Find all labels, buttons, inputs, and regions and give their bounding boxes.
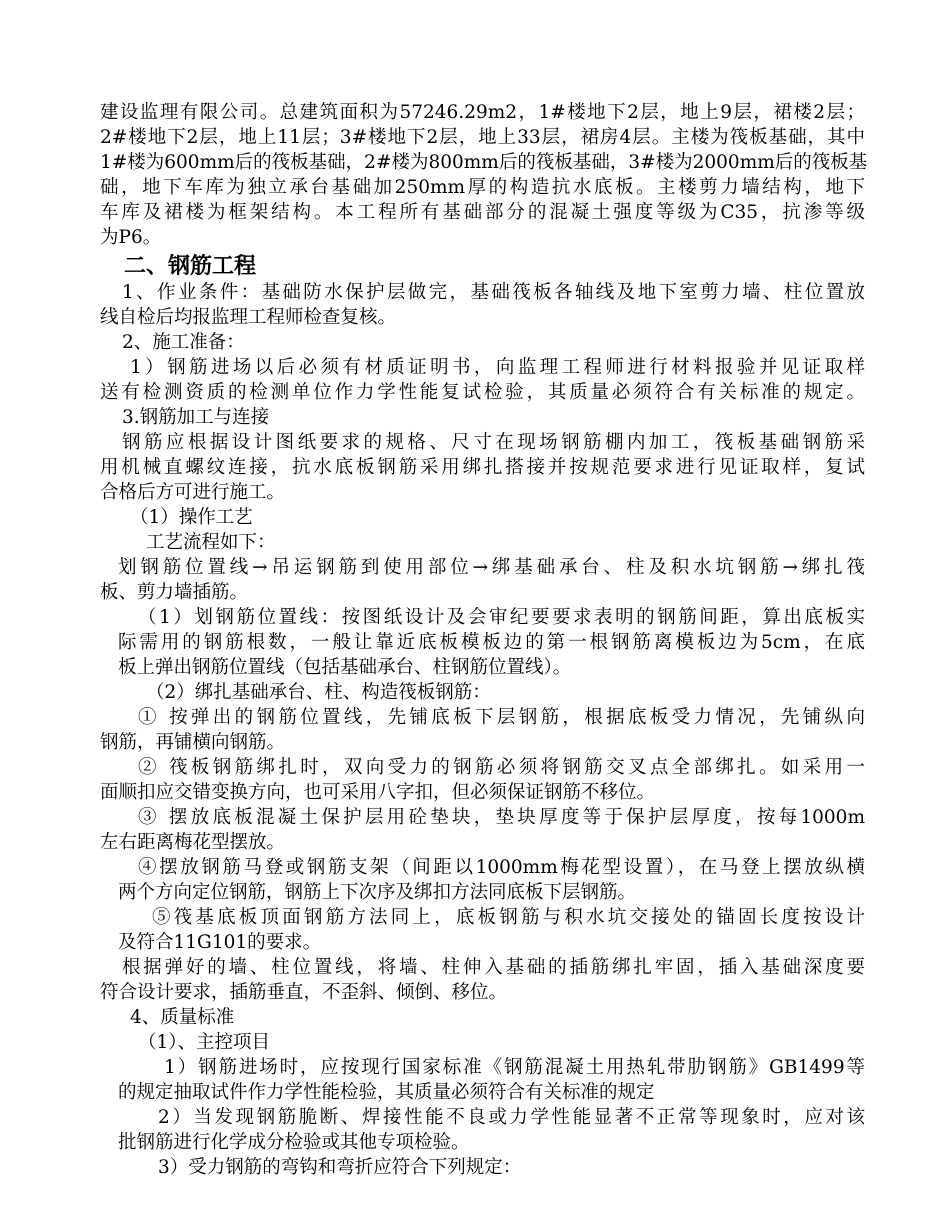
paragraph-line: 的规定抽取试件作力学性能检验，其质量必须符合有关标准的规定 [118,1082,655,1103]
paragraph-line: ① 按弹出的钢筋位置线，先铺底板下层钢筋，根据底板受力情况，先铺纵向 [138,707,865,728]
paragraph-line: （2）绑扎基础承台、柱、构造筏板钢筋： [146,682,491,703]
paragraph-line: 板、剪力墙插筋。 [100,582,249,603]
paragraph-line: 2）当发现钢筋脆断、焊接性能不良或力学性能显著不正常等现象时，应对该 [158,1107,865,1128]
paragraph-line: 钢筋应根据设计图纸要求的规格、尺寸在现场钢筋棚内加工，筏板基础钢筋采 [122,432,865,453]
paragraph-line: ⑤筏基底板顶面钢筋方法同上，底板钢筋与积水坑交接处的锚固长度按设计 [152,907,865,928]
paragraph-line: 1）钢筋进场以后必须有材质证明书，向监理工程师进行材料报验并见证取样 [130,357,865,378]
paragraph-line: 符合设计要求，插筋垂直，不歪斜、倾倒、移位。 [100,982,508,1003]
paragraph-line: 1、作业条件：基础防水保护层做完，基础筏板各轴线及地下室剪力墙、柱位置放 [122,282,865,303]
paragraph-line: 左右距离梅花型摆放。 [100,832,286,853]
paragraph-line: 面顺扣应交错变换方向，也可采用八字扣，但必须保证钢筋不移位。 [100,782,656,803]
paragraph-line: 线自检后均报监理工程师检查复核。 [100,307,397,328]
paragraph-line: 础，地下车库为独立承台基础加250mm厚的构造抗水底板。主楼剪力墙结构，地下 [100,177,865,198]
paragraph-line: 根据弹好的墙、柱位置线，将墙、柱伸入基础的插筋绑扎牢固，插入基础深度要 [122,957,865,978]
paragraph-line: ④摆放钢筋马登或钢筋支架（间距以1000mm梅花型设置），在马登上摆放纵横 [138,857,865,878]
paragraph-line: 3.钢筋加工与连接 [122,407,270,428]
paragraph-line: 车库及裙楼为框架结构。本工程所有基础部分的混凝土强度等级为C35，抗渗等级 [100,202,865,223]
paragraph-line: 板上弹出钢筋位置线（包括基础承台、柱钢筋位置线）。 [118,657,572,678]
paragraph-line: 建设监理有限公司。总建筑面积为57246.29m2，1#楼地下2层，地上9层，裙楼2层； [100,102,865,123]
paragraph-line: 批钢筋进行化学成分检验或其他专项检验。 [118,1132,470,1153]
paragraph-line: 用机械直螺纹连接，抗水底板钢筋采用绑扎搭接并按规范要求进行见证取样，复试 [100,457,865,478]
paragraph-line: 1#楼为600mm后的筏板基础，2#楼为800mm后的筏板基础，3#楼为2000mm后的筏板基 [100,152,868,173]
paragraph-line: 为P6。 [100,227,162,248]
paragraph-line: （1）操作工艺 [130,507,253,528]
paragraph-line: 合格后方可进行施工。 [100,482,286,503]
paragraph-line: 工艺流程如下： [146,532,276,553]
paragraph-line: 2#楼地下2层，地上11层；3#楼地下2层，地上33层，裙房4层。主楼为筏板基础，其中 [100,127,865,148]
paragraph-line: 划钢筋位置线→吊运钢筋到使用部位→绑基础承台、柱及积水坑钢筋→绑扎筏 [118,557,865,578]
paragraph-line: 钢筋，再铺横向钢筋。 [100,732,286,753]
paragraph-line: 1）钢筋进场时，应按现行国家标准《钢筋混凝土用热轧带肋钢筋》GB1499等 [164,1057,865,1078]
paragraph-line: 4、质量标准 [130,1007,235,1028]
document-page [100,100,868,1180]
paragraph-line: ② 筏板钢筋绑扎时，双向受力的钢筋必须将钢筋交叉点全部绑扎。如采用一 [138,757,865,778]
paragraph-line: 两个方向定位钢筋，钢筋上下次序及绑扣方法同底板下层钢筋。 [118,882,637,903]
paragraph-line: 2、施工准备： [122,332,245,353]
paragraph-line: （1）划钢筋位置线：按图纸设计及会审纪要要求表明的钢筋间距，算出底板实 [138,607,865,628]
paragraph-line: ③ 摆放底板混凝土保护层用砼垫块，垫块厚度等于保护层厚度，按每1000m [138,807,865,828]
paragraph-line: 及符合11G101的要求。 [118,932,322,953]
paragraph-line: 送有检测资质的检测单位作力学性能复试检验，其质量必须符合有关标准的规定。 [100,382,865,403]
section-heading: 二、钢筋工程 [124,253,257,279]
paragraph-line: 际需用的钢筋根数，一般让靠近底板模板边的第一根钢筋离模板边为5cm，在底 [118,632,865,653]
paragraph-line: 3）受力钢筋的弯钩和弯折应符合下列规定： [158,1157,522,1178]
paragraph-line: （1）、主控项目 [138,1032,271,1053]
